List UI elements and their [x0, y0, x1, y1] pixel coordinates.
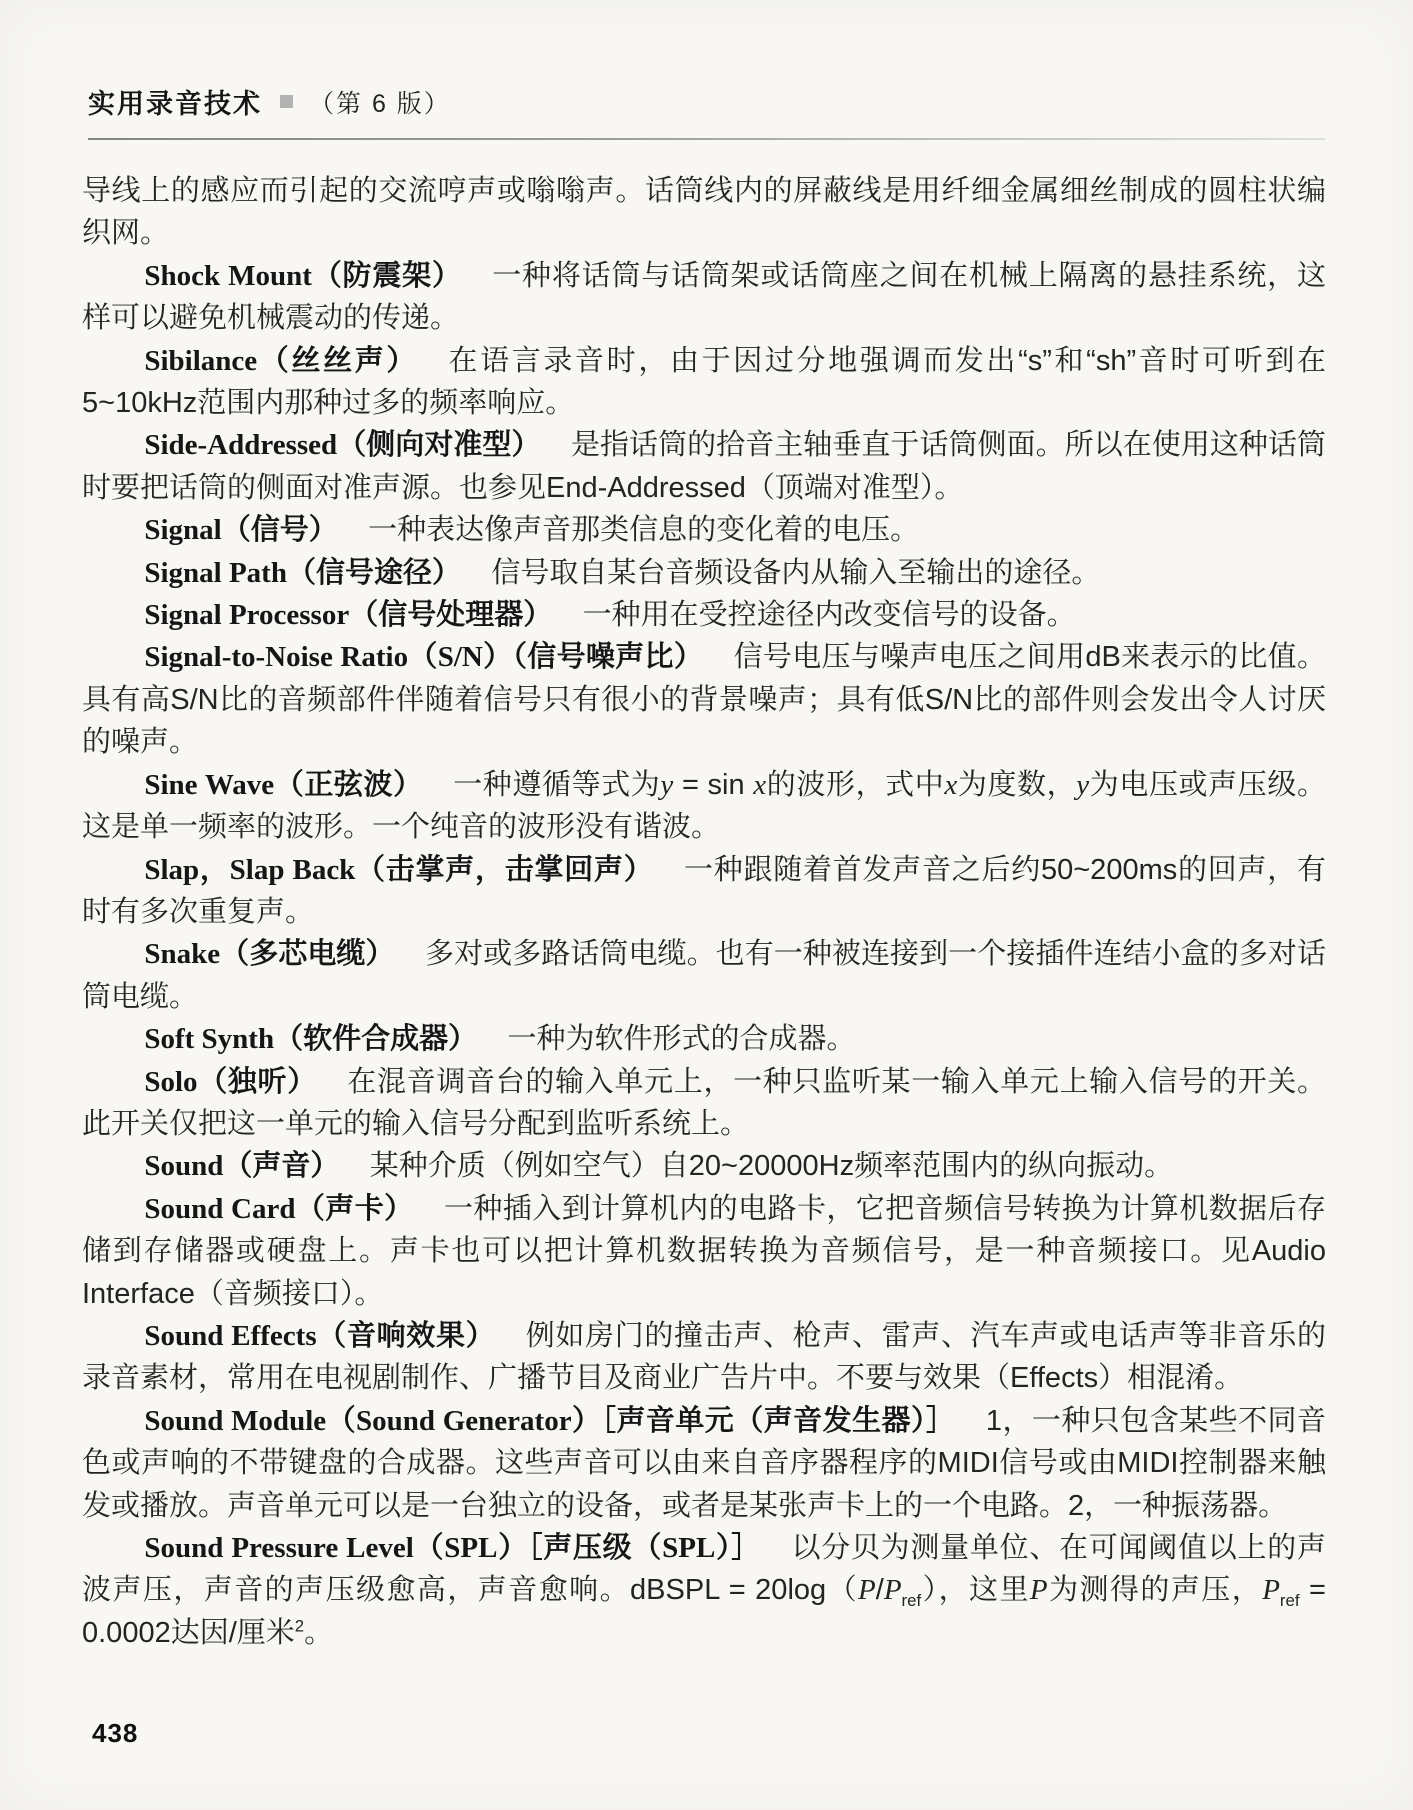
entry-definition: 以分贝为测量单位、在可闻阈值以上的声波声压，声音的声压级愈高，声音愈响。dBSPL = $20\log(P/P_{ref})$，这里P为测得的声压，$P_{ref} = 0.0002$达因/厘米$^2$。 — [82, 1532, 1326, 1649]
entry-definition: 信号取自某台音频设备内从输入至输出的途径。 — [491, 556, 1101, 589]
entry-definition: 1，一种只包含某些不同音色或声响的不带键盘的合成器。这些声音可以由来自音序器程序的MIDI信号或由MIDI控制器来触发或播放。声音单元可以是一台独立的设备，或者是某张声卡上的一个电路。2，一种振荡器。 — [82, 1404, 1326, 1522]
entry-term: Sound Effects（音响效果） — [144, 1319, 496, 1352]
glossary-entry — [82, 509, 1326, 551]
entry-definition: 一种跟随着首发声音之后约50~200ms的回声，有时有多次重复声。 — [82, 853, 1326, 928]
glossary-entry — [82, 764, 1326, 849]
entry-definition: 在混音调音台的输入单元上，一种只监听某一输入单元上输入信号的开关。此开关仅把这一单元的输入信号分配到监听系统上。 — [82, 1065, 1326, 1140]
glossary-entry — [82, 1400, 1326, 1527]
entry-term: Sound Module（Sound Generator）［声音单元（声音发生器）］ — [144, 1404, 956, 1437]
continuation-paragraph: 导线上的感应而引起的交流哼声或嗡嗡声。话筒线内的屏蔽线是用纤细金属细丝制成的圆柱状编织网。 — [82, 175, 1326, 250]
glossary-entry — [82, 1315, 1326, 1400]
entry-term: Side-Addressed（侧向对准型） — [144, 429, 541, 462]
header-rule-divider — [88, 138, 1325, 140]
entry-definition: 多对或多路话筒电缆。也有一种被连接到一个接插件连结小盒的多对话筒电缆。 — [82, 938, 1326, 1013]
glossary-content — [82, 170, 1326, 1654]
entry-definition: 一种表达像声音那类信息的变化着的电压。 — [368, 514, 920, 547]
entry-definition: 是指话筒的拾音主轴垂直于话筒侧面。所以在使用这种话筒时要把话筒的侧面对准声源。也参见End-Addressed（顶端对准型）。 — [82, 429, 1326, 504]
entry-term: Signal Processor（信号处理器） — [144, 599, 553, 632]
glossary-entry — [82, 1061, 1326, 1146]
glossary-entry — [82, 424, 1326, 509]
entry-term: Solo（独听） — [144, 1065, 317, 1098]
entry-definition: 一种遵循等式为y = sin x的波形，式中x为度数，y为电压或声压级。这是单一频率的波形。一个纯音的波形没有谐波。 — [82, 768, 1326, 844]
glossary-entry — [82, 636, 1326, 763]
glossary-entry — [82, 594, 1326, 636]
entry-definition: 在语言录音时，由于因过分地强调而发出“s”和“sh”音时可听到在5~10kHz范围内那种过多的频率响应。 — [82, 344, 1326, 420]
entry-term: Snake（多芯电缆） — [144, 938, 395, 971]
entry-term: Signal-to-Noise Ratio（S/N）（信号噪声比） — [144, 641, 704, 674]
glossary-entries — [82, 255, 1326, 1654]
entry-term: Slap，Slap Back（击掌声，击掌回声） — [144, 853, 654, 886]
entry-definition: 例如房门的撞击声、枪声、雷声、汽车声或电话声等非音乐的录音素材，常用在电视剧制作、广播节目及商业广告片中。不要与效果（Effects）相混淆。 — [82, 1319, 1326, 1395]
entry-definition: 某种介质（例如空气）自20~20000Hz频率范围内的纵向振动。 — [369, 1150, 1174, 1183]
entry-definition: 一种将话筒与话筒架或话筒座之间在机械上隔离的悬挂系统，这样可以避免机械震动的传递。 — [82, 259, 1326, 335]
entry-term: Soft Synth（软件合成器） — [144, 1023, 478, 1056]
book-title: 实用录音技术 — [88, 89, 262, 119]
page-number: 438 — [92, 1718, 139, 1748]
edition-label: （第 6 版） — [309, 89, 451, 118]
glossary-entry — [82, 255, 1326, 340]
entry-term: Shock Mount（防震架） — [144, 259, 462, 292]
entry-term: Sound Pressure Level（SPL）［声压级（SPL）］ — [144, 1532, 762, 1564]
glossary-entry — [82, 1018, 1326, 1060]
glossary-entry — [82, 1527, 1326, 1654]
entry-definition: 一种用在受控途径内改变信号的设备。 — [582, 599, 1076, 632]
entry-definition: 一种为软件形式的合成器。 — [507, 1023, 856, 1056]
glossary-entry — [82, 340, 1326, 425]
entry-definition: 一种插入到计算机内的电路卡，它把音频信号转换为计算机数据后存储到存储器或硬盘上。声卡也可以把计算机数据转换为音频信号，是一种音频接口。见Audio Interface（音频接口）。 — [82, 1192, 1326, 1310]
glossary-entry — [82, 1145, 1326, 1187]
entry-term: Sound Card（声卡） — [144, 1192, 414, 1225]
entry-definition: 信号电压与噪声电压之间用dB来表示的比值。具有高S/N比的音频部件伴随着信号只有很小的背景噪声；具有低S/N比的部件则会发出令人讨厌的噪声。 — [82, 641, 1326, 759]
running-head — [88, 82, 451, 121]
entry-term: Sound（声音） — [144, 1150, 340, 1183]
glossary-entry — [82, 849, 1326, 934]
entry-term: Signal（信号） — [144, 514, 338, 547]
glossary-entry — [82, 933, 1326, 1018]
square-bullet-icon — [280, 95, 293, 108]
glossary-entry — [82, 1188, 1326, 1315]
glossary-entry — [82, 552, 1326, 594]
entry-term: Sibilance（丝丝声） — [144, 344, 419, 377]
entry-term: Signal Path（信号途径） — [144, 556, 461, 589]
entry-term: Sine Wave（正弦波） — [144, 768, 423, 801]
